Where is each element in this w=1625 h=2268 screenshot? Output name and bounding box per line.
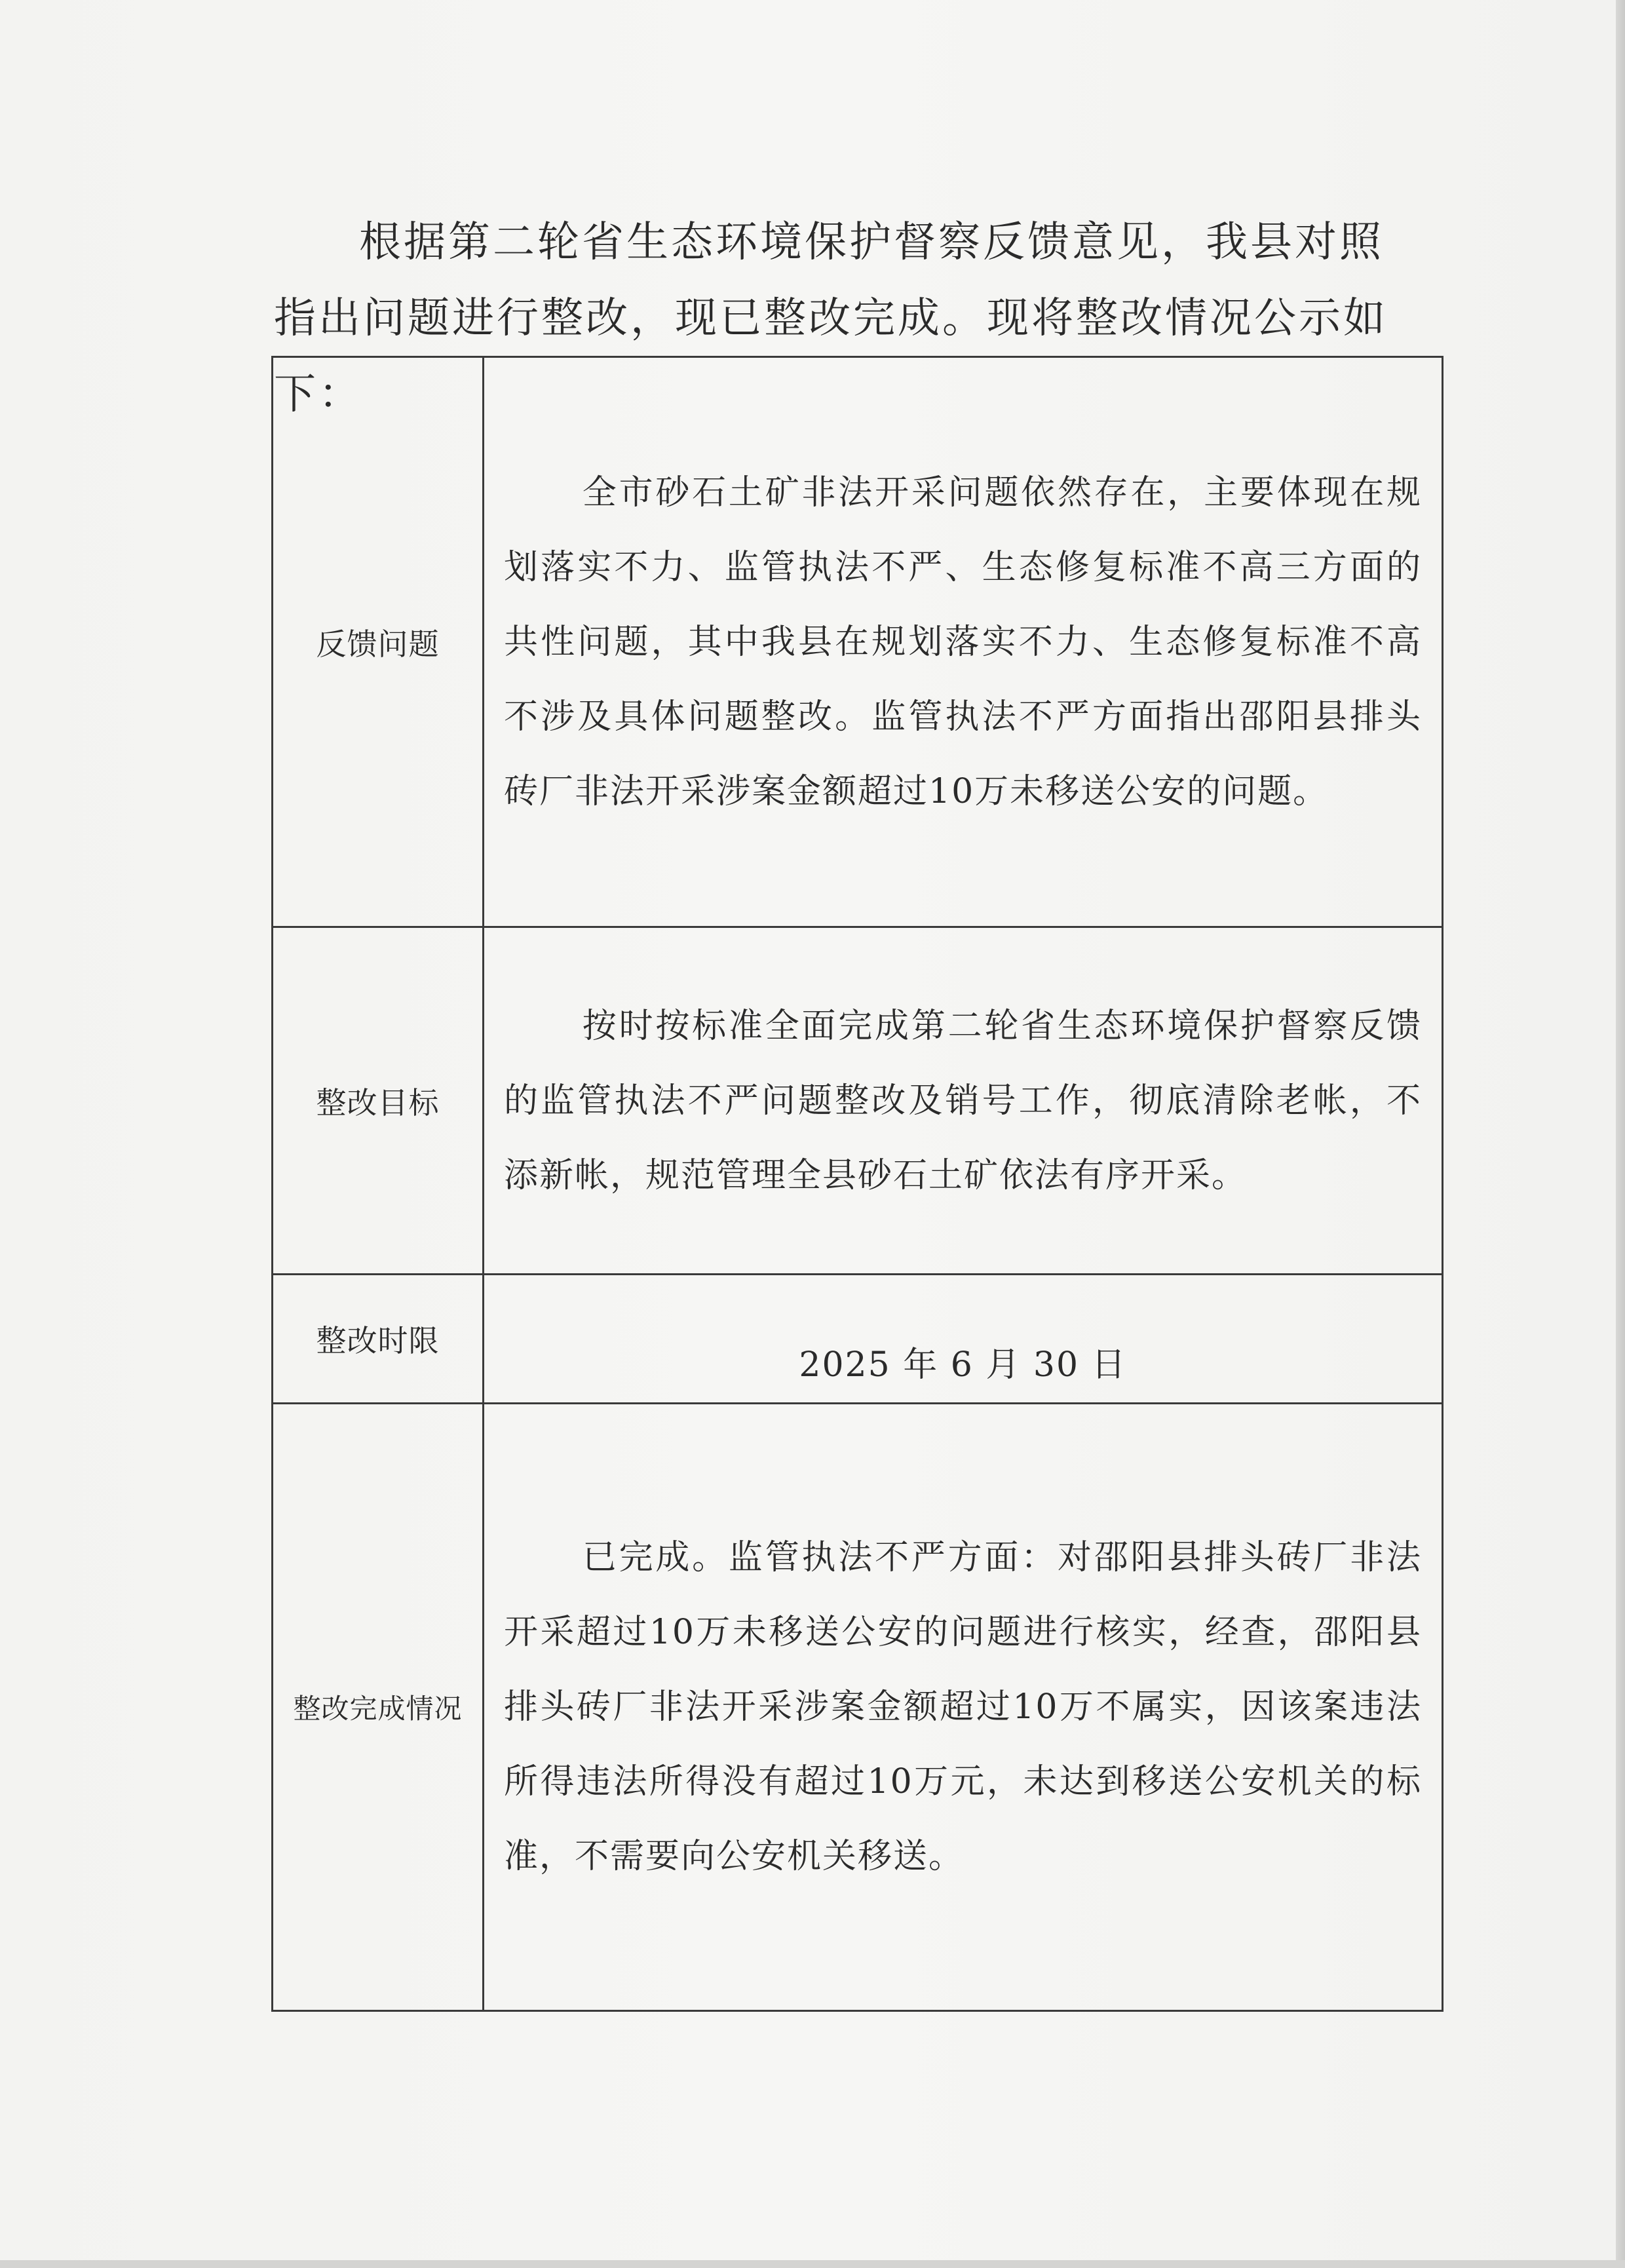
scan-edge-bottom <box>0 2260 1625 2268</box>
table-row-rectification-goal <box>273 927 1443 1275</box>
row-label-completion-status: 整改完成情况 <box>273 1404 484 2011</box>
row-label-rectification-goal: 整改目标 <box>273 927 484 1275</box>
row-content-rectification-goal <box>484 927 1443 1275</box>
row-content-deadline: 2025 年 6 月 30 日 <box>484 1275 1443 1404</box>
feedback-issue-text: 全市砂石土矿非法开采问题依然存在，主要体现在规划落实不力、监管执法不严、生态修复标准不高三方面的共性问题，其中我县在规划落实不力、生态修复标准不高不涉及具体问题整改。监管执法不严方面指出邵阳县排头砖厂非法开采涉案金额超过10万未移送公安的问题。 <box>504 472 1422 811</box>
row-content-feedback-issue <box>484 357 1443 927</box>
row-label-deadline: 整改时限 <box>273 1275 484 1404</box>
row-content-completion-status <box>484 1404 1443 2011</box>
rectification-table <box>271 356 1443 2012</box>
table-row-deadline <box>273 1275 1443 1404</box>
table-row-completion-status <box>273 1404 1443 2011</box>
intro-text: 根据第二轮省生态环境保护督察反馈意见，我县对照指出问题进行整改，现已整改完成。现将整改情况公示如下： <box>274 218 1388 419</box>
table-row-feedback-issue <box>273 357 1443 927</box>
row-label-feedback-issue: 反馈问题 <box>273 357 484 927</box>
rectification-goal-text: 按时按标准全面完成第二轮省生态环境保护督察反馈的监管执法不严问题整改及销号工作，彻底清除老帐，不添新帐，规范管理全县砂石土矿依法有序开采。 <box>504 1006 1422 1195</box>
scan-edge-right <box>1616 0 1625 2268</box>
completion-status-text: 已完成。监管执法不严方面：对邵阳县排头砖厂非法开采超过10万未移送公安的问题进行核实，经查，邵阳县排头砖厂非法开采涉案金额超过10万不属实，因该案违法所得违法所得没有超过10万元，未达到移送公安机关的标准，不需要向公安机关移送。 <box>504 1538 1422 1876</box>
